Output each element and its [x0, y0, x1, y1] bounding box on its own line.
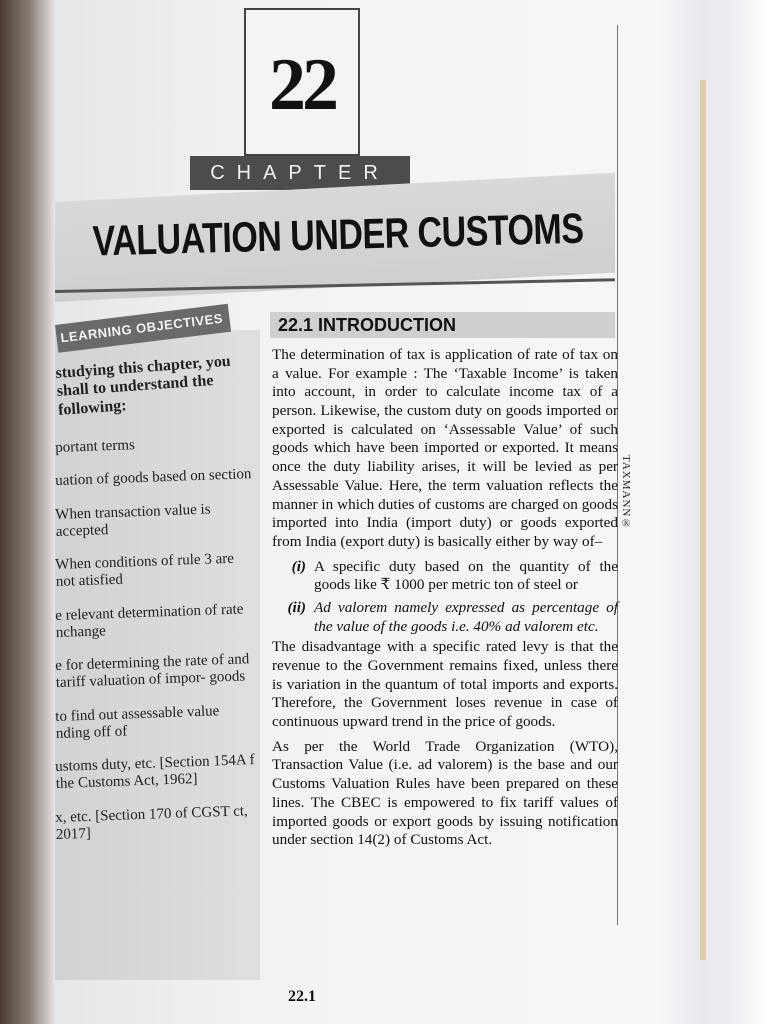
objective-item: e for determining the rate of and tariff valuation of impor- goods: [55, 651, 250, 692]
objective-item: When transaction value is accepted: [55, 501, 211, 540]
section-body: [272, 346, 618, 856]
list-item-text: A specific duty based on the quantity of the goods like ₹ 1000 per metric ton of steel or: [314, 557, 618, 594]
chapter-label: CHAPTER: [190, 156, 410, 190]
objective-item: to find out assessable value nding off of: [55, 702, 220, 742]
publisher-mark: TAXMANN®: [620, 455, 632, 531]
paragraph: The determination of tax is application of rate of tax on a value. For example : The ‘Taxable Income’ is taken into account, in order to calculate income tax of a person. Likewise, the custom duty on goods imported or exported is calculated on ‘Assessable Value’ of such goods which have been imported or exported. It means once the duty liability arises, it will be levied as per Assessable Value. Here, the term valuation reflects the manner in which duties of customs are charged on goods imported into India (import duty) or goods exported from India (export duty) is basically either by way of–: [272, 346, 618, 550]
objective-item: When conditions of rule 3 are not atisfied: [55, 550, 235, 591]
objective-item: portant terms: [55, 437, 136, 457]
objective-item: uation of goods based on section: [55, 466, 252, 490]
section-heading: 22.1 INTRODUCTION: [278, 315, 457, 335]
list-item: [272, 599, 618, 636]
list-marker: (i): [291, 557, 306, 575]
objective-item: x, etc. [Section 170 of CGST ct, 2017]: [55, 802, 249, 843]
page-edges: [660, 0, 768, 1024]
paragraph: As per the World Trade Organization (WTO), Transaction Value (i.e. ad valorem) is the base and our Customs Valuation Rules have been prepared on these lines. The CBEC is empowered to fix tariff values of imported goods or export goods by issuing notification under section 14(2) of Customs Act.: [272, 737, 618, 849]
chapter-number: 22: [269, 44, 335, 126]
list-item-text: Ad valorem namely expressed as percentage of the value of the goods i.e. 40% ad valorem etc.: [314, 598, 618, 635]
list-item: [272, 558, 618, 595]
objective-item: e relevant determination of rate nchange: [55, 601, 244, 641]
page-number: 22.1: [288, 988, 316, 1005]
chapter-number-box: [244, 8, 360, 156]
learning-objectives-list: [55, 352, 255, 860]
list-marker: (ii): [287, 598, 306, 616]
paragraph: The disadvantage with a specific rated levy is that the revenue to the Government remains fixed, unless there is variation in the quantum of total imports and exports. Therefore, the Government loses revenue in case of continuous upward trend in the price of goods.: [272, 638, 618, 731]
book-spine-shadow: [0, 0, 55, 1024]
objective-item: ustoms duty, etc. [Section 154A f the Customs Act, 1962]: [55, 752, 255, 793]
learning-objectives-intro: studying this chapter, you shall to understand the following:: [55, 352, 232, 419]
chapter-title: VALUATION UNDER CUSTOMS: [92, 205, 585, 266]
learning-objectives-tab: LEARNING OBJECTIVES: [55, 304, 231, 353]
